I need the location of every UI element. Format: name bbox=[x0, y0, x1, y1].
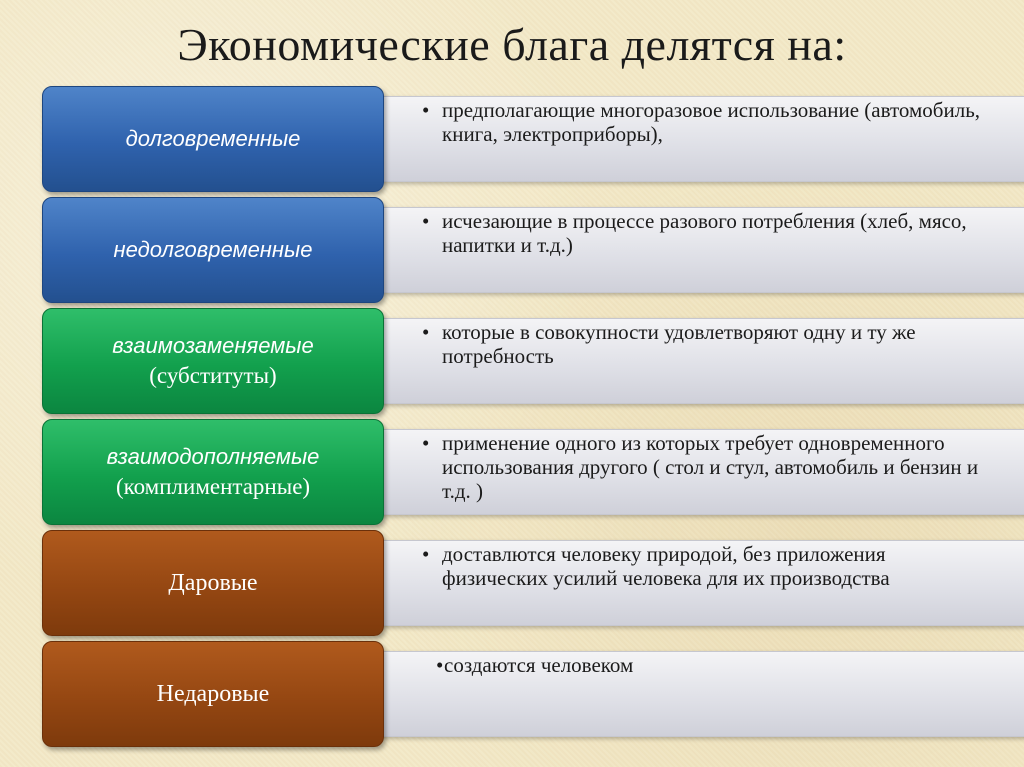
row-free-goods bbox=[42, 530, 1000, 634]
description-text bbox=[422, 96, 992, 146]
category-box bbox=[42, 419, 384, 525]
bullet: • bbox=[422, 542, 430, 566]
row-nondurable bbox=[42, 197, 1000, 301]
category-sublabel: (комплиментарные) bbox=[115, 474, 311, 499]
category-label: взаимодополняемые bbox=[106, 444, 320, 469]
category-label: взаимозаменяемые bbox=[112, 333, 314, 358]
bullet: • bbox=[422, 320, 430, 344]
row-complements bbox=[42, 419, 1000, 523]
row-economic-goods bbox=[42, 641, 1000, 745]
description-text bbox=[422, 318, 992, 368]
category-label: Даровые bbox=[168, 570, 258, 596]
bullet: • bbox=[422, 98, 430, 122]
description-text bbox=[422, 207, 992, 257]
category-label: недолговременные bbox=[113, 237, 313, 262]
bullet: • bbox=[422, 209, 430, 233]
description-label: создаются человеком bbox=[444, 653, 634, 677]
slide-title: Экономические блага делятся на: bbox=[177, 19, 847, 70]
category-label: Недаровые bbox=[156, 681, 270, 707]
category-box bbox=[42, 86, 384, 192]
description-text bbox=[422, 429, 992, 503]
category-box bbox=[42, 641, 384, 747]
bullet: • bbox=[436, 653, 444, 677]
category-label: долговременные bbox=[125, 126, 301, 151]
description-label: предполагающие многоразовое использование (автомобиль, книга, электроприборы), bbox=[442, 98, 981, 146]
description-label: исчезающие в процессе разового потребления (хлеб, мясо, напитки и т.д.) bbox=[442, 209, 967, 257]
description-text bbox=[422, 540, 992, 590]
description-label: доставлются человеку природой, без приложения физических усилий человека для их производства bbox=[442, 542, 890, 590]
category-box bbox=[42, 530, 384, 636]
category-box bbox=[42, 197, 384, 303]
description-label: применение одного из которых требует одновременного использования другого ( стол и стул, автомобиль и бензин и т.д. ) bbox=[442, 431, 979, 503]
category-sublabel: (субституты) bbox=[149, 363, 277, 388]
description-text bbox=[436, 651, 994, 677]
category-box bbox=[42, 308, 384, 414]
description-label: которые в совокупности удовлетворяют одну и ту же потребность bbox=[442, 320, 916, 368]
bullet: • bbox=[422, 431, 430, 455]
row-durable bbox=[42, 86, 1000, 190]
row-substitutes bbox=[42, 308, 1000, 412]
